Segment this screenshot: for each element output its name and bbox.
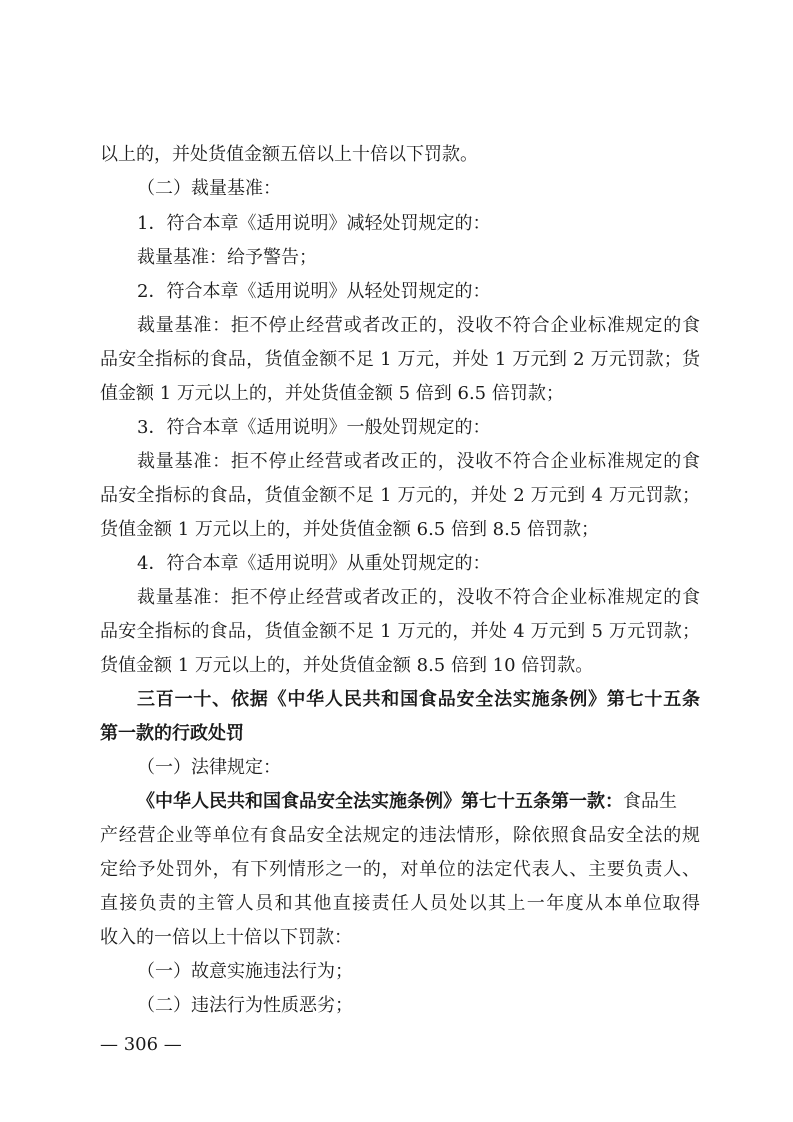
section-heading: （一）法律规定： [137,757,281,778]
text-line: 直接负责的主管人员和其他直接责任人员处以其上一年度从本单位取得 [100,893,700,914]
statute-citation: 《中华人民共和国食品安全法实施条例》第七十五条第一款： [137,791,623,812]
text-line: 以上的，并处货值金额五倍以上十倍以下罚款。 [100,144,478,165]
text-line-remainder: 食品生 [623,791,677,812]
list-item: 2．符合本章《适用说明》从轻处罚规定的： [137,281,491,302]
text-line: 品安全指标的食品，货值金额不足 1 万元的，并处 4 万元到 5 万元罚款； [100,621,700,642]
text-line: 裁量基准：拒不停止经营或者改正的，没收不符合企业标准规定的食 [137,451,700,472]
text-line: 值金额 1 万元以上的，并处货值金额 5 倍到 6.5 倍罚款； [100,383,564,404]
text-line: 收入的一倍以上十倍以下罚款： [100,927,352,948]
text-line: 品安全指标的食品，货值金额不足 1 万元的，并处 2 万元到 4 万元罚款； [100,485,700,506]
list-item: （一）故意实施违法行为； [137,961,353,982]
list-item: 4．符合本章《适用说明》从重处罚规定的： [137,553,491,574]
article-heading: 三百一十、依据《中华人民共和国食品安全法实施条例》第七十五条 [137,689,700,710]
article-heading: 第一款的行政处罚 [100,723,244,744]
list-item: （二）违法行为性质恶劣； [137,995,353,1016]
text-line: 定给予处罚外，有下列情形之一的，对单位的法定代表人、主要负责人、 [100,859,700,880]
text-line: 货值金额 1 万元以上的，并处货值金额 8.5 倍到 10 倍罚款。 [100,655,594,676]
section-heading: （二）裁量基准： [137,178,281,199]
text-line [137,790,700,814]
text-line: 品安全指标的食品，货值金额不足 1 万元，并处 1 万元到 2 万元罚款；货 [100,349,700,370]
text-line: 裁量基准：拒不停止经营或者改正的，没收不符合企业标准规定的食 [137,315,700,336]
text-line: 货值金额 1 万元以上的，并处货值金额 6.5 倍到 8.5 倍罚款； [100,519,600,540]
text-line: 裁量基准：拒不停止经营或者改正的，没收不符合企业标准规定的食 [137,587,700,608]
text-line: 产经营企业等单位有食品安全法规定的违法情形，除依照食品安全法的规 [100,825,700,846]
list-item: 3．符合本章《适用说明》一般处罚规定的： [137,417,491,438]
list-item: 1．符合本章《适用说明》减轻处罚规定的： [137,213,491,234]
text-line: 裁量基准：给予警告； [137,247,317,268]
page-number: — 306 — [100,1034,182,1055]
